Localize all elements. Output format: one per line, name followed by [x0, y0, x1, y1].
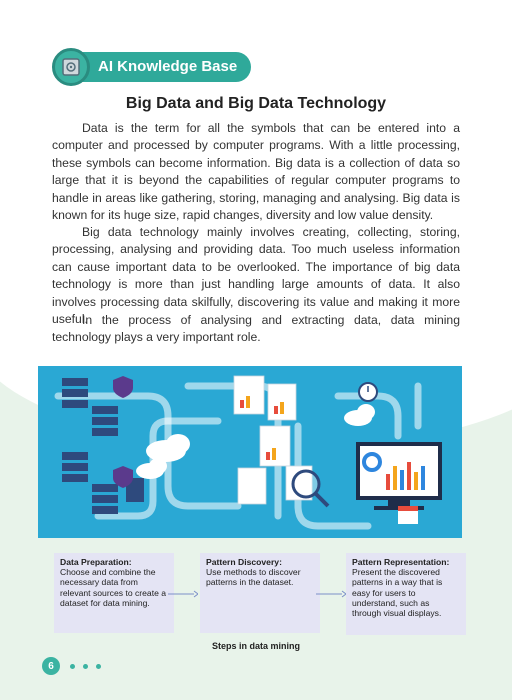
page-number: 6 [42, 657, 60, 675]
figure-caption: Steps in data mining [211, 641, 300, 651]
step-data-preparation [54, 553, 174, 633]
step-pattern-discovery [200, 553, 320, 633]
clock-icon [359, 383, 377, 401]
data-mining-illustration [38, 366, 462, 538]
section-badge [52, 48, 251, 86]
step-text: Present the discovered patterns in a way that is easy for users to understand, such as through visual displays. [352, 567, 443, 619]
step-title: Pattern Discovery: [206, 557, 282, 567]
arrow-right-icon [168, 590, 198, 598]
monitor-icon [356, 442, 442, 510]
paragraph-3: In the process of analysing and extracting data, data mining technology plays a very important role. [52, 313, 460, 345]
decorative-dot [70, 664, 75, 669]
decorative-dot [96, 664, 101, 669]
calendar-icon [398, 506, 418, 524]
paragraph-1: Data is the term for all the symbols that can be entered into a computer and processed by computer programs. With a little processing, these symbols can become information. Big data is a collection of data so large that it is beyond the capabilities of regular computer programs to handle in areas like gathering, storing, managing and analysing. Big data is known for its huge size, rapid changes, diversity and low value density. [52, 121, 460, 223]
decorative-dot [83, 664, 88, 669]
step-text: Use methods to discover patterns in the dataset. [206, 567, 301, 588]
step-pattern-representation [346, 553, 466, 635]
badge-label: AI Knowledge Base [76, 52, 251, 82]
arrow-right-icon [316, 590, 346, 598]
article-title: Big Data and Big Data Technology [125, 95, 387, 112]
step-title: Pattern Representation: [352, 557, 450, 567]
step-text: Choose and combine the necessary data from relevant sources to create a dataset for data mining. [60, 567, 167, 608]
step-title: Data Preparation: [60, 557, 132, 567]
paragraph-2: Big data technology mainly involves creating, collecting, storing, processing, analysing and providing data. Too much useless information can cause important data to be overlooked. The importance of big data technology is more than just handling large amounts of data. It also involves processing data skilfully, discovering its value and making it more useful. [52, 225, 460, 327]
safe-icon [52, 48, 90, 86]
